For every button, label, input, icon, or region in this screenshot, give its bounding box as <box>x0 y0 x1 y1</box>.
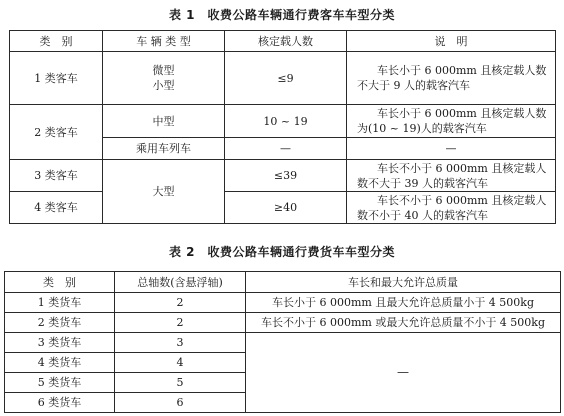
table2-spec-cell: 车长不小于 6 000mm 或最大允许总质量不小于 4 500kg <box>246 313 561 333</box>
passenger-vehicle-classification-table <box>9 30 556 224</box>
table-row <box>10 52 556 105</box>
note-text: 车长小于 6 000mm 且核定载人数不大于 9 人的载客汽车 <box>357 64 547 92</box>
table1-header-seats: 核定载人数 <box>225 31 347 52</box>
table2-header-axles: 总轴数(含悬浮轴) <box>115 272 246 293</box>
table1-header-category: 类 别 <box>10 31 103 52</box>
table1-header-row <box>10 31 556 52</box>
table2-header-row <box>5 272 561 293</box>
table1-note-cell <box>347 192 556 224</box>
table2-axles-cell: 4 <box>115 353 246 373</box>
table1-seats-cell: 10 ~ 19 <box>225 105 347 138</box>
table2-category-cell: 5 类货车 <box>5 373 115 393</box>
table2-axles-cell: 6 <box>115 393 246 413</box>
table2-axles-cell: 2 <box>115 313 246 333</box>
table1-vehicle-type-cell: 大型 <box>103 160 225 224</box>
table2-category-cell: 3 类货车 <box>5 333 115 353</box>
table2-spec-cell: 车长小于 6 000mm 且最大允许总质量小于 4 500kg <box>246 293 561 313</box>
table2-category-cell: 2 类货车 <box>5 313 115 333</box>
table1-seats-cell: ≤9 <box>225 52 347 105</box>
note-text: 车长小于 6 000mm 且核定载人数为(10 ~ 19)人的载客汽车 <box>357 107 547 135</box>
table1-seats-cell: ≤39 <box>225 160 347 192</box>
table1-vehicle-type-cell: 中型 <box>103 105 225 138</box>
table-row <box>10 160 556 192</box>
table-row <box>5 293 561 313</box>
table2-category-cell: 1 类货车 <box>5 293 115 313</box>
table1-vehicle-type-cell: 乘用车列车 <box>103 138 225 160</box>
table2-header-category: 类 别 <box>5 272 115 293</box>
table2-axles-cell: 5 <box>115 373 246 393</box>
table1-seats-cell: — <box>225 138 347 160</box>
table1-header-vehicle-type: 车 辆 类 型 <box>103 31 225 52</box>
table-row <box>10 192 556 224</box>
truck-classification-table <box>4 271 561 413</box>
table1-caption: 表 1 收费公路车辆通行费客车车型分类 <box>168 8 396 22</box>
table2-spec-cell: — <box>246 333 561 413</box>
table1-seats-cell: ≥40 <box>225 192 347 224</box>
vehicle-type-label: 微型 <box>152 64 175 77</box>
note-text: 车长不小于 6 000mm 且核定载人数不大于 39 人的载客汽车 <box>357 161 547 190</box>
table2-header-spec: 车长和最大允许总质量 <box>246 272 561 293</box>
table1-note-cell: — <box>347 138 556 160</box>
table1-note-cell <box>347 160 556 192</box>
table1-category-cell: 4 类客车 <box>10 192 103 224</box>
table1-category-cell: 2 类客车 <box>10 105 103 160</box>
table1-header-note: 说 明 <box>347 31 556 52</box>
table1-category-cell: 3 类客车 <box>10 160 103 192</box>
table-row <box>5 313 561 333</box>
vehicle-type-label: 小型 <box>152 79 175 92</box>
table2-caption: 表 2 收费公路车辆通行费货车车型分类 <box>168 245 396 259</box>
table2-category-cell: 4 类货车 <box>5 353 115 373</box>
table2-axles-cell: 3 <box>115 333 246 353</box>
table1-note-cell <box>347 105 556 138</box>
note-text: 车长不小于 6 000mm 且核定载人数不小于 40 人的载客汽车 <box>357 193 547 222</box>
table-row <box>10 105 556 138</box>
table2-axles-cell: 2 <box>115 293 246 313</box>
table-row <box>5 333 561 353</box>
table1-note-cell <box>347 52 556 105</box>
table1-category-cell: 1 类客车 <box>10 52 103 105</box>
table2-category-cell: 6 类货车 <box>5 393 115 413</box>
table1-vehicle-type-cell <box>103 52 225 105</box>
